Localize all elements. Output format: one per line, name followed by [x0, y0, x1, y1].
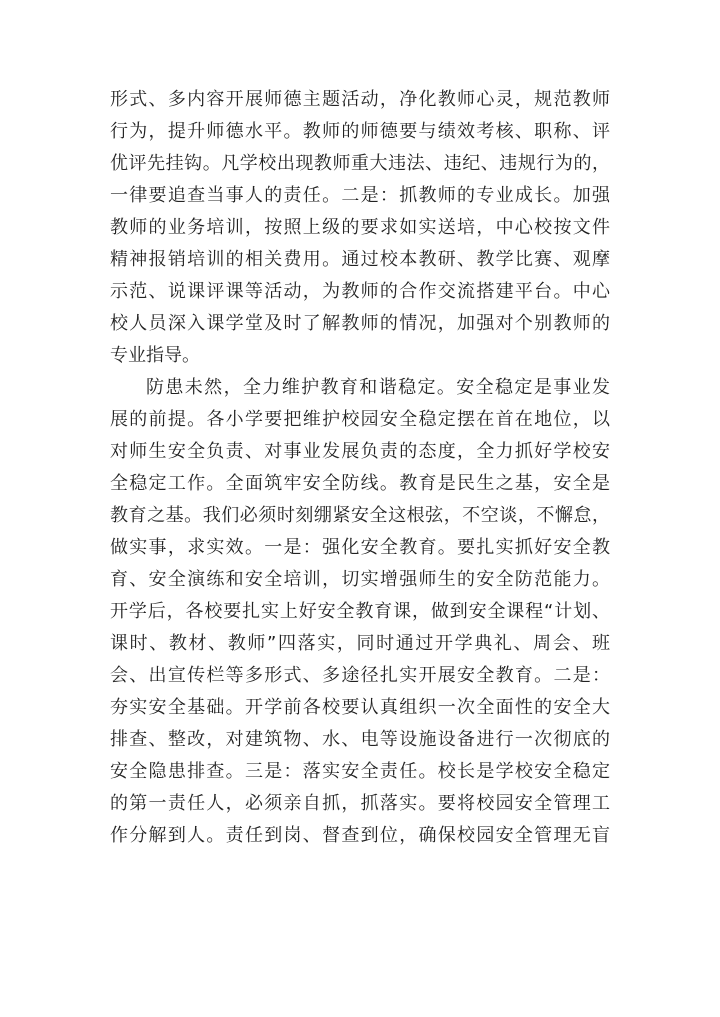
text-line: 做实事，求实效。一是：强化安全教育。要扎实抓好安全教 — [110, 537, 610, 558]
text-line: 育、安全演练和安全培训，切实增强师生的安全防范能力。 — [110, 569, 610, 590]
text-line: 会、出宣传栏等多形式、多途径扎实开展安全教育。二是： — [110, 665, 610, 686]
text-line: 专业指导。 — [110, 345, 200, 366]
text-line: 校人员深入课学堂及时了解教师的情况，加强对个别教师的 — [110, 313, 610, 334]
paragraph-safety — [110, 372, 610, 852]
body-text — [110, 84, 610, 852]
text-line: 排查、整改，对建筑物、水、电等设施设备进行一次彻底的 — [110, 729, 610, 750]
text-line: 课时、教材、教师”四落实，同时通过开学典礼、周会、班 — [110, 633, 610, 654]
text-line: 行为，提升师德水平。教师的师德要与绩效考核、职称、评 — [110, 121, 610, 142]
text-line: 的第一责任人，必须亲自抓，抓落实。要将校园安全管理工 — [110, 793, 610, 814]
text-line: 一律要追查当事人的责任。二是：抓教师的专业成长。加强 — [110, 185, 610, 206]
paragraph-teacher-ethics — [110, 84, 610, 372]
text-line: 优评先挂钩。凡学校出现教师重大违法、违纪、违规行为的， — [110, 153, 610, 174]
text-line: 作分解到人。责任到岗、督查到位，确保校园安全管理无盲 — [110, 825, 610, 846]
text-line: 教师的业务培训，按照上级的要求如实送培，中心校按文件 — [110, 217, 610, 238]
text-line: 防患未然，全力维护教育和谐稳定。安全稳定是事业发 — [146, 377, 610, 398]
text-line: 形式、多内容开展师德主题活动，净化教师心灵，规范教师 — [110, 89, 610, 110]
text-line: 夯实安全基础。开学前各校要认真组织一次全面性的安全大 — [110, 697, 610, 718]
text-line: 开学后，各校要扎实上好安全教育课，做到安全课程“计划、 — [110, 601, 610, 622]
text-line: 展的前提。各小学要把维护校园安全稳定摆在首在地位，以 — [110, 409, 610, 430]
text-line: 精神报销培训的相关费用。通过校本教研、教学比赛、观摩 — [110, 249, 610, 270]
text-line: 教育之基。我们必须时刻绷紧安全这根弦，不空谈，不懈怠， — [110, 505, 610, 526]
text-line: 安全隐患排查。三是：落实安全责任。校长是学校安全稳定 — [110, 761, 610, 782]
text-line: 对师生安全负责、对事业发展负责的态度，全力抓好学校安 — [110, 441, 610, 462]
text-line: 示范、说课评课等活动，为教师的合作交流搭建平台。中心 — [110, 281, 610, 302]
text-line: 全稳定工作。全面筑牢安全防线。教育是民生之基，安全是 — [110, 473, 610, 494]
